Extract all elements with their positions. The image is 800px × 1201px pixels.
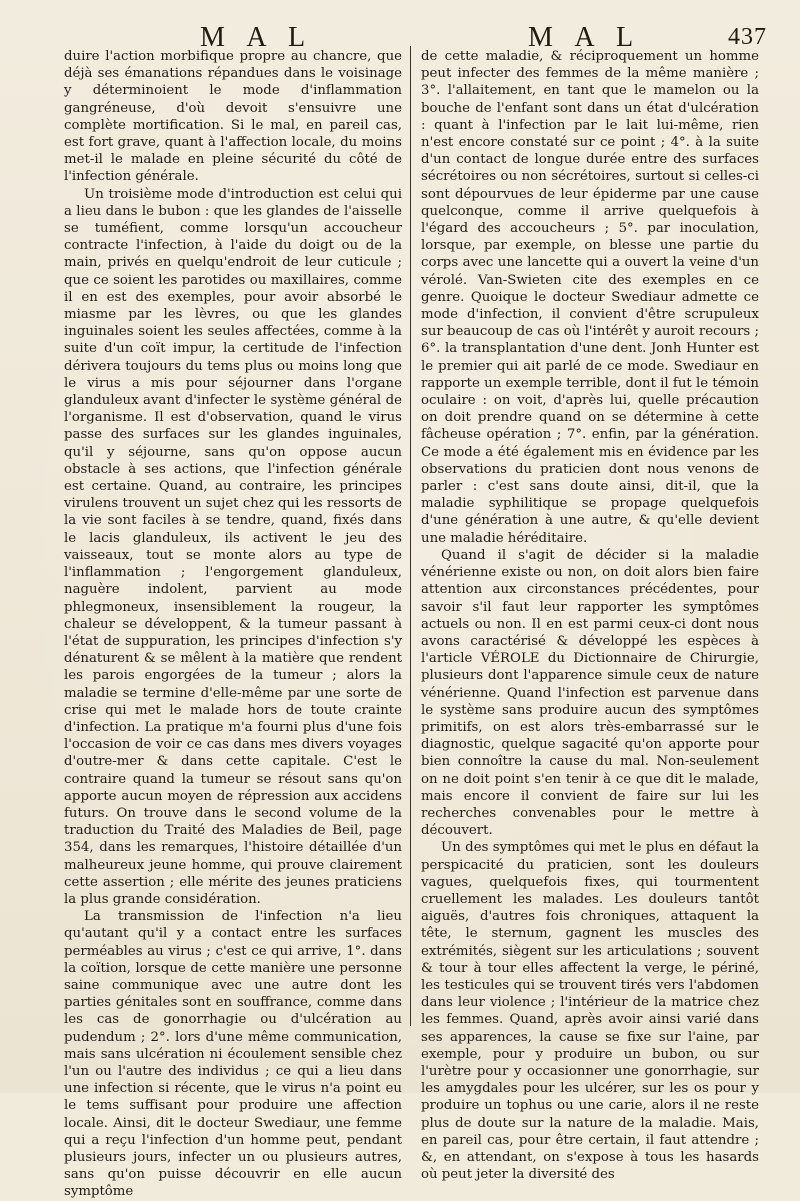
paragraph: de cette maladie, & réciproquement un homme peut infecter des femmes de la même manière ; 3°. l'allaitement, en tant que le mamelon ou la bouche de l'enfant sont dans un état d'ulcération : quant à l'infection par le lait lui-même, rien n'est encore constaté sur ce point ; 4°. à la suite d'un contact de longue durée entre des surfaces sécrétoires ou non sécrétoires, surtout si celles-ci sont dépourvues de leur épiderme par une cause quelconque, comme il arrive quelquefois à l'égard des accoucheurs ; 5°. par inoculation, lorsque, par exemple, on blesse une partie du corps avec une lancette qui a ouvert la veine d'un vérolé. Van-Swieten cite des exemples en ce genre. Quoique le docteur Swediaur admette ce mode d'infection, il convient d'être scrupuleux sur beaucoup de cas où l'intérêt y auroit recours ; 6°. la transplantation d'une dent. Jonh Hunter est le premier qui ait parlé de ce mode. Swediaur en rapporte un exemple terrible, dont il fut le témoin oculaire : on voit, d'après lui, quelle précaution on doit prendre quand on se détermine à cette fâcheuse opération ; 7°. enfin, par la génération. Ce mode a été également mis en évidence par les observations du praticien dont nous venons de parler : c'est sans doute ainsi, dit-il, que la maladie syphilitique se propage quelquefois d'une génération à une autre, & qu'elle devient une maladie héréditaire. — [421, 49, 759, 546]
running-head-right: M A L — [528, 22, 642, 53]
paragraph: Un troisième mode d'introduction est celui qui a lieu dans le bubon : que les glandes de l'aisselle se tuméfient, comme lorsqu'un accoucheur contracte l'infection, à l'aide du doigt ou de la main, privés en quelqu'endroit de leur cuticule ; que ce soient les parotides ou maxillaires, comme il en est des exemples, pour avoir absorbé le miasme par les lèvres, ou que les glandes inguinales soient les seules affectées, comme à la suite d'un coït impur, la certitude de l'infection dérivera toujours du tems plus ou moins long que le virus a mis pour séjourner dans l'organe glanduleux avant d'infecter le système général de l'organisme. Il est d'observation, quand le virus passe des surfaces sur les glandes inguinales, qu'il y séjourne, sans qu'on oppose aucun obstacle à ses actions, que l'infection générale est certaine. Quand, au contraire, les principes virulens trouvent un sujet chez qui les ressorts de la vie sont faciles à se tendre, quand, fixés dans le lacis glanduleux, ils activent le jeu des vaisseaux, tout se monte alors au type de l'inflammation ; l'engorgement glanduleux, naguère indolent, parvient au mode phlegmoneux, insensiblement la rougeur, la chaleur se développent, & la tumeur passant à l'état de suppuration, les principes d'infection s'y dénaturent & se mêlent à la matière que rendent les parois engorgées de la tumeur ; alors la maladie se termine d'elle-même par une sorte de crise qui met le malade hors de toute crainte d'infection. La pratique m'a fourni plus d'une fois l'occasion de voir ce cas dans mes divers voyages d'outre-mer & dans cette capitale. C'est le contraire quand la tumeur se résout sans qu'on apporte aucun moyen de répression aux accidens futurs. On trouve dans le second volume de la traduction du Traité des Maladies de Beil, page 354, dans les remarques, l'histoire détaillée d'un malheureux jeune homme, qui prouve clairement cette assertion ; elle mérite des jeunes praticiens la plus grande considération. — [64, 186, 402, 907]
paragraph: Un des symptômes qui met le plus en défaut la perspicacité du praticien, sont les douleurs vagues, quelquefois fixes, qui tourmentent cruellement les malades. Les douleurs tantôt aiguës, d'autres fois chroniques, attaquent la tête, le sternum, gagnent les muscles des extrémités, siègent sur les articulations ; souvent & tour à tour elles affectent la verge, le périné, les testicules qui se trouvent tirés vers l'abdomen dans leur violence ; l'intérieur de la matrice chez les femmes. Quand, après avoir ainsi varié dans ses apparences, la cause se fixe sur l'aine, par exemple, pour y produire un bubon, ou sur l'urètre pour y occasionner une gonorrhagie, sur les amygdales pour les ulcérer, sur les os pour y produire un tophus ou une carie, alors il ne reste plus de doute sur la nature de la maladie. Mais, en pareil cas, pour être certain, il faut attendre ; &, en attendant, on s'expose à tous les hasards où peut jeter la diversité des — [421, 840, 759, 1183]
paragraph: duire l'action morbifique propre au chancre, que déjà ses émanations répandues dans le voisinage y déterminoient le mode d'inflammation gangréneuse, d'où devoit s'ensuivre une complète mortification. Si le mal, en pareil cas, est fort grave, quant à l'affection locale, du moins met-il le malade en pleine sécurité du côté de l'infection générale. — [64, 49, 402, 185]
running-head-left: M A L — [200, 22, 314, 53]
column-divider — [410, 46, 411, 1026]
paragraph: La transmission de l'infection n'a lieu qu'autant qu'il y a contact entre les surfaces perméables au virus ; c'est ce qui arrive, 1°. dans la coïtion, lorsque de cette manière une personne saine communique avec une autre dont les parties génitales sont en souffrance, comme dans les cas de gonorrhagie ou d'ulcération au pudendum ; 2°. lors d'une même communication, mais sans ulcération ni écoulement sensible chez l'un ou l'autre des individus ; ce qui a lieu dans une infection si récente, que le virus n'a point eu le tems suffisant pour produire une affection locale. Ainsi, dit le docteur Swediaur, une femme qui a reçu l'infection d'un homme peut, pendant plusieurs jours, infecter un ou plusieurs autres, sans qu'on puisse découvrir en elle aucun symptôme — [64, 909, 402, 1200]
paragraph: Quand il s'agit de décider si la maladie vénérienne existe ou non, on doit alors bien faire attention aux circonstances précédentes, pour savoir s'il faut leur rapporter les symptômes actuels ou non. Il en est parmi ceux-ci dont nous avons caractérisé & développé les espèces à l'article VÉROLE du Dictionnaire de Chirurgie, plusieurs dont l'apparence simule ceux de nature vénérienne. Quand l'infection est parvenue dans le système sans produire aucun des symptômes primitifs, on est alors très-embarrassé sur le diagnostic, quelque sagacité qu'on apporte pour bien connoître la cause du mal. Non-seulement on ne doit point s'en tenir à ce que dit le malade, mais encore il convient de faire sur lui les recherches convenables pour le mettre à découvert. — [421, 547, 759, 839]
right-column — [421, 48, 759, 1183]
page-number: 437 — [728, 24, 767, 50]
left-column — [64, 48, 402, 1201]
